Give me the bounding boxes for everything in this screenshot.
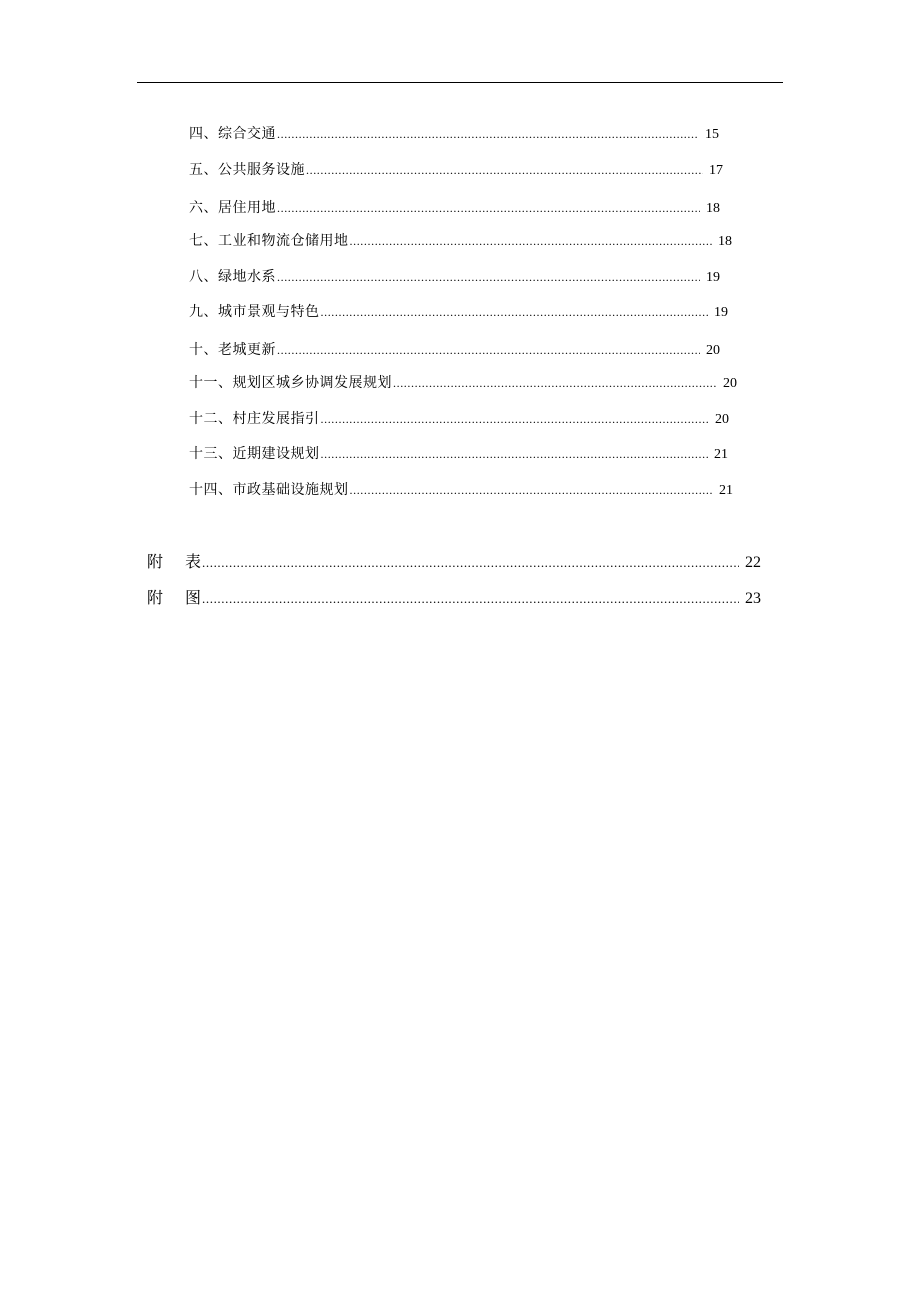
- toc-entry-page: 18: [706, 201, 720, 216]
- dot-leader: [321, 443, 709, 465]
- toc-entry-appendix-figures[interactable]: [147, 586, 761, 610]
- toc-entry-village-development[interactable]: [189, 408, 729, 430]
- toc-entry-industrial-logistics-land[interactable]: [189, 230, 732, 252]
- toc-entry-label-char: 附: [147, 552, 164, 571]
- dot-leader: [202, 551, 739, 575]
- dot-leader: [202, 587, 739, 611]
- toc-entry-green-water-system[interactable]: [189, 266, 720, 288]
- toc-entry-comprehensive-transport[interactable]: [189, 123, 719, 145]
- toc-entry-page: 21: [719, 483, 733, 498]
- toc-entry-label: 七、工业和物流仓储用地: [189, 233, 349, 249]
- toc-entry-label: 四、综合交通: [189, 126, 276, 142]
- dot-leader: [350, 230, 713, 252]
- toc-entry-label-char: 图: [185, 588, 202, 607]
- toc-entry-label: [147, 586, 201, 610]
- toc-entry-near-term-construction[interactable]: [189, 443, 728, 465]
- dot-leader: [393, 372, 717, 394]
- toc-entry-label: 九、城市景观与特色: [189, 304, 320, 320]
- toc-entry-label: 十、老城更新: [189, 342, 276, 358]
- toc-entry-page: 20: [715, 412, 729, 427]
- dot-leader: [306, 159, 703, 181]
- toc-entry-page: 18: [718, 234, 732, 249]
- dot-leader: [277, 123, 699, 145]
- toc-entry-label: 五、公共服务设施: [189, 162, 305, 178]
- toc-entry-urban-rural-coordination[interactable]: [189, 372, 737, 394]
- toc-entry-page: 23: [745, 590, 761, 607]
- toc-entry-label: 十三、近期建设规划: [189, 446, 320, 462]
- toc-entry-page: 19: [714, 305, 728, 320]
- toc-entry-page: 19: [706, 270, 720, 285]
- toc-entry-page: 15: [705, 127, 719, 142]
- toc-entry-label: 十四、市政基础设施规划: [189, 482, 349, 498]
- toc-entry-label: 六、居住用地: [189, 200, 276, 216]
- dot-leader: [277, 197, 700, 219]
- dot-leader: [321, 408, 710, 430]
- toc-entry-public-service-facilities[interactable]: [189, 159, 723, 181]
- toc-entry-page: 20: [723, 376, 737, 391]
- dot-leader: [321, 301, 709, 323]
- dot-leader: [350, 479, 714, 501]
- header-rule: [137, 82, 783, 83]
- dot-leader: [277, 266, 700, 288]
- toc-entry-urban-landscape[interactable]: [189, 301, 728, 323]
- toc-entry-municipal-infrastructure[interactable]: [189, 479, 733, 501]
- toc-entry-label-char: 附: [147, 588, 164, 607]
- toc-entry-page: 17: [709, 163, 723, 178]
- toc-entry-label: 十一、规划区城乡协调发展规划: [189, 375, 392, 391]
- toc-entry-page: 20: [706, 343, 720, 358]
- toc-entry-label: [147, 550, 201, 574]
- dot-leader: [277, 339, 700, 361]
- toc-entry-label: 十二、村庄发展指引: [189, 411, 320, 427]
- toc-entry-residential-land[interactable]: [189, 197, 720, 219]
- toc-entry-label: 八、绿地水系: [189, 269, 276, 285]
- toc-entry-page: 22: [745, 554, 761, 571]
- toc-entry-page: 21: [714, 447, 728, 462]
- toc-entry-appendix-tables[interactable]: [147, 550, 761, 574]
- toc-entry-label-char: 表: [185, 552, 202, 571]
- toc-entry-old-city-renewal[interactable]: [189, 339, 720, 361]
